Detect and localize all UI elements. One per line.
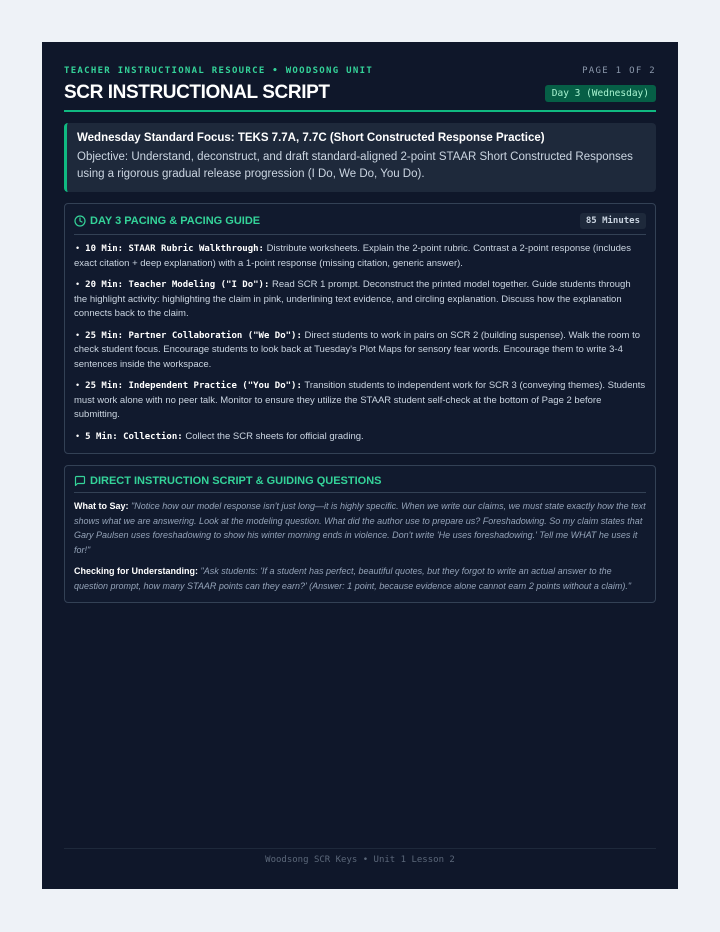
- pacing-item: [74, 328, 646, 373]
- check-understanding-block: [74, 564, 646, 593]
- pacing-text: Distribute worksheets. Explain the 2-point rubric. Contrast a 2-point response (includes exact citation + deep explanation) with a 1-point response (missing citation, generic answer).: [74, 243, 631, 269]
- pacing-segment: 5 Min: Collection:: [85, 431, 183, 442]
- bullet-icon: •: [76, 243, 80, 253]
- pacing-text: Transition students to independent work for SCR 3 (conveying themes). Students must work alone with no peer talk. Monitor to ensure they utilize the STAAR student self-check at the bottom of Page 2 before submitting.: [74, 380, 646, 420]
- script-title-text: DIRECT INSTRUCTION SCRIPT & GUIDING QUESTIONS: [90, 475, 382, 487]
- bullet-icon: •: [76, 279, 80, 289]
- script-header: [74, 475, 646, 493]
- pacing-text: Read SCR 1 prompt. Deconstruct the printed model together. Guide students through the highlight activity: highlighting the claim in pink, underlining text evidence, and circling explanation. Discuss how the explanation connects back to the claim.: [74, 279, 631, 319]
- pacing-text: Direct students to work in pairs on SCR 2 (building suspense). Walk the room to check student focus. Encourage students to look back at Tuesday's Plot Maps for sensory fear words. Encourage them to write 3-4 sentences inside the workspace.: [74, 329, 641, 370]
- resource-kicker: TEACHER INSTRUCTIONAL RESOURCE • WOODSONG UNIT: [64, 66, 374, 76]
- total-minutes-badge: 85 Minutes: [580, 213, 646, 229]
- page-indicator: PAGE 1 OF 2: [582, 66, 656, 76]
- bullet-icon: •: [76, 430, 80, 441]
- bullet-icon: •: [76, 380, 80, 390]
- what-to-say-label: What to Say:: [74, 501, 129, 511]
- pacing-segment: 25 Min: Independent Practice ("You Do"):: [85, 381, 302, 391]
- focus-objective: Objective: Understand, deconstruct, and draft standard-aligned 2-point STAAR Short Constructed Responses using a rigorous gradual release progression (I Do, We Do, You Do).: [77, 151, 633, 180]
- clock-icon: [74, 215, 86, 227]
- check-label: Checking for Understanding:: [74, 566, 199, 576]
- pacing-item: [74, 429, 646, 445]
- pacing-title: [74, 215, 260, 227]
- pacing-segment: 25 Min: Partner Collaboration ("We Do"):: [85, 330, 302, 341]
- pacing-title-text: DAY 3 PACING & PACING GUIDE: [90, 215, 261, 227]
- instruction-script-card: [64, 465, 656, 603]
- what-to-say-block: [74, 499, 646, 557]
- pacing-guide-card: [64, 203, 656, 454]
- what-to-say-quote: "Notice how our model response isn't just long—it is highly specific. When we write our claims, we must state exactly how the text shows what we are answering. Look at the modeling question. What did the author use to prepare us? Foreshadowing. So my claim states that Gary Paulsen uses foreshadowing to show his winter morning ends in violence. Don't write 'He uses foreshadowing.' Tell me WHAT he uses it for!": [74, 501, 646, 555]
- chat-bubble-icon: [74, 475, 86, 487]
- script-title: [74, 475, 382, 487]
- document-page: [42, 42, 678, 889]
- check-quote: "Ask students: 'If a student has perfect, beautiful quotes, but they forgot to write an actual answer to the question prompt, how many STAAR points can they earn?' (Answer: 1 point, because evidence alone cannot earn 2 points without a claim).": [74, 566, 632, 591]
- focus-title: Wednesday Standard Focus: TEKS 7.7A, 7.7C (Short Constructed Response Practice): [77, 132, 545, 144]
- title-row: [64, 82, 656, 112]
- standard-focus-callout: [64, 123, 656, 192]
- pacing-item: [74, 241, 646, 271]
- header-topline: [64, 66, 656, 76]
- pacing-list: [74, 241, 646, 444]
- bullet-icon: •: [76, 329, 80, 340]
- pacing-text: Collect the SCR sheets for official grading.: [185, 430, 364, 442]
- pacing-header: [74, 213, 646, 235]
- page-title: SCR INSTRUCTIONAL SCRIPT: [64, 82, 330, 103]
- page-footer: Woodsong SCR Keys • Unit 1 Lesson 2: [64, 848, 656, 865]
- day-badge: Day 3 (Wednesday): [545, 85, 656, 102]
- pacing-segment: 20 Min: Teacher Modeling ("I Do"):: [85, 280, 270, 290]
- pacing-item: [74, 378, 646, 423]
- pacing-segment: 10 Min: STAAR Rubric Walkthrough:: [85, 244, 264, 254]
- pacing-item: [74, 277, 646, 322]
